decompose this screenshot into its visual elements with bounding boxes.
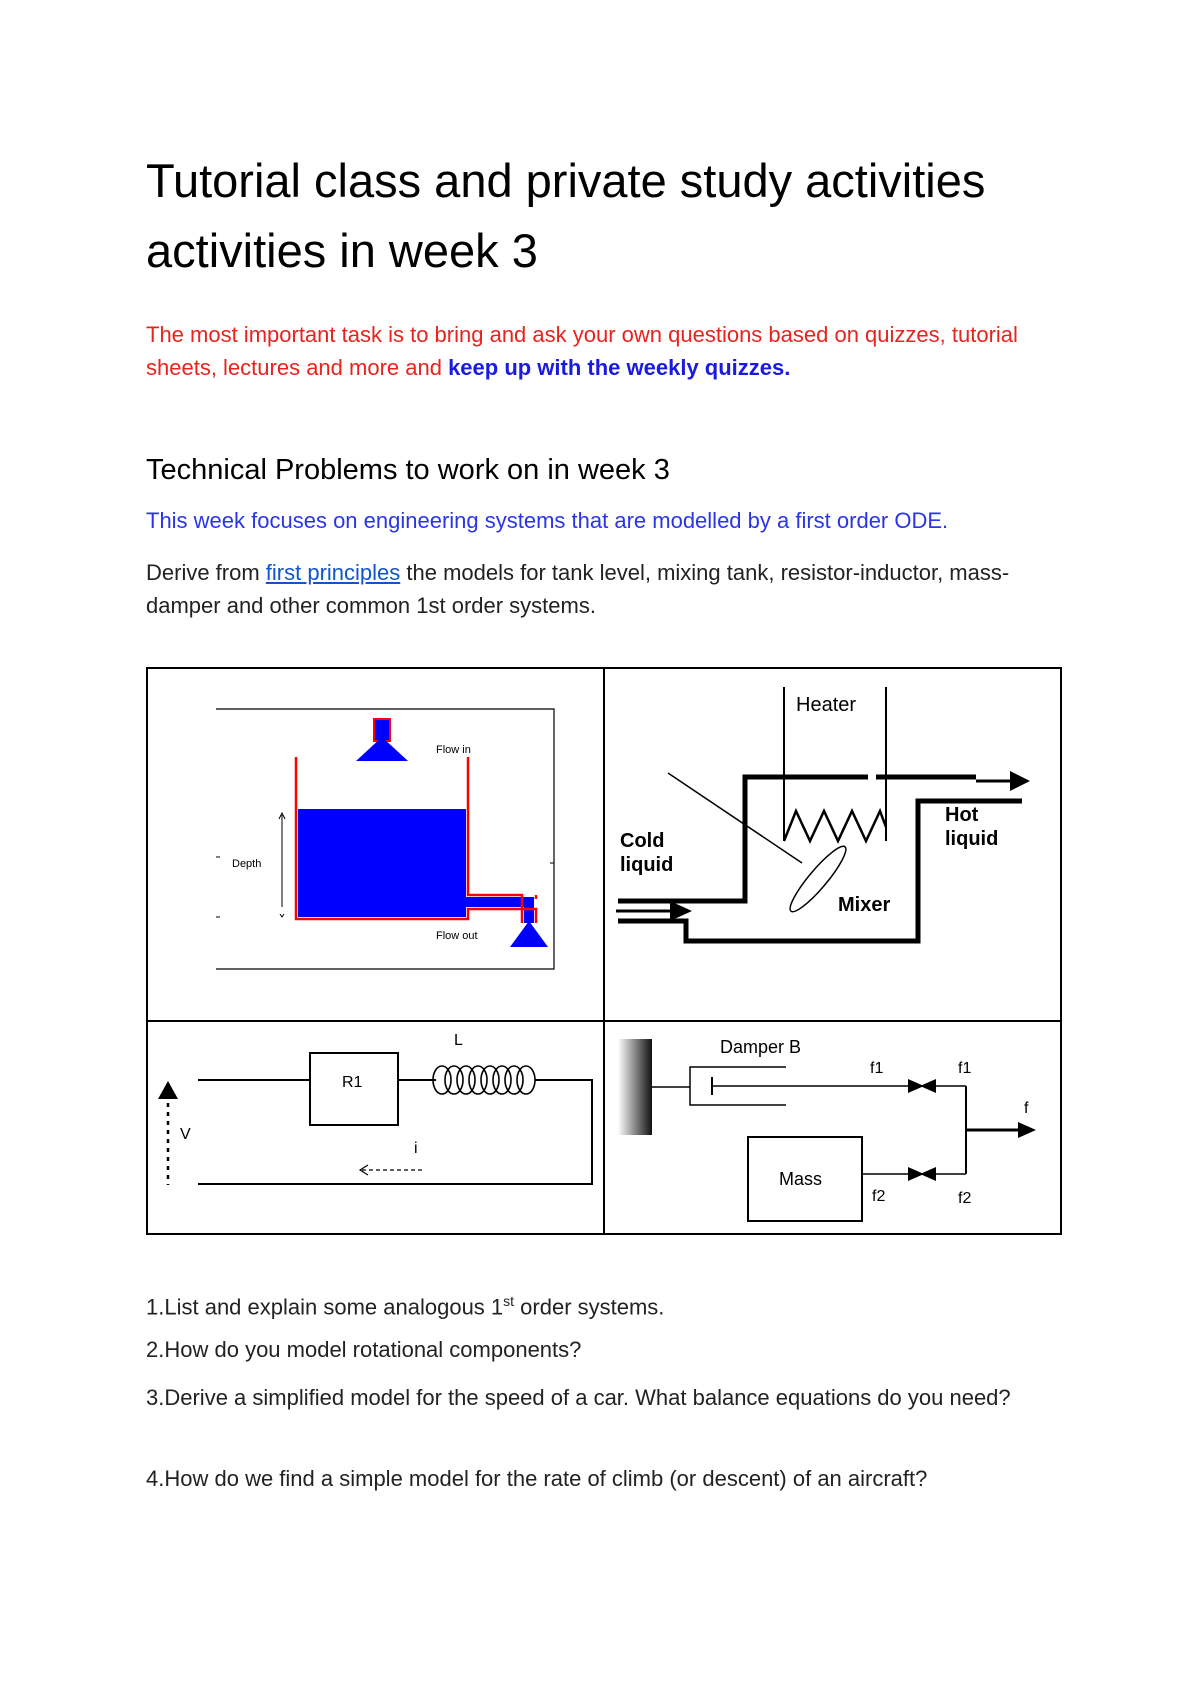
tank-liquid (298, 809, 466, 917)
f1-label-right: f1 (958, 1060, 972, 1077)
mixing-tank-diagram (616, 687, 1030, 941)
intro-emphasis: keep up with the weekly quizzes. (448, 355, 791, 380)
mixer-label: Mixer (838, 894, 891, 916)
depth-label: Depth (232, 858, 262, 870)
f2-label-left: f2 (872, 1188, 886, 1205)
first-principles-link[interactable]: first principles (265, 560, 401, 585)
intro-paragraph (146, 318, 1066, 384)
question-1-sup: st (503, 1293, 515, 1309)
focus-line: This week focuses on engineering systems that are modelled by a first order ODE. (146, 508, 949, 533)
figure-table (146, 667, 1062, 1235)
intro-text: The most important task is to bring and ask your own questions based on quizzes, tutorial sheets, lectures and more and (146, 322, 1018, 380)
derive-after: the models for tank level, mixing tank, resistor-inductor, mass-damper and other common 1st order systems. (146, 560, 1010, 618)
flow-in-label: Flow in (436, 744, 471, 756)
flow-out-label: Flow out (436, 930, 478, 942)
wall (618, 1039, 652, 1135)
question-1-text: List and explain some analogous 1 (164, 1294, 504, 1320)
current-label: i (414, 1140, 418, 1157)
inductor-coil (433, 1066, 535, 1094)
question-4 (146, 1462, 1066, 1495)
question-1-text-end: order systems. (514, 1294, 665, 1320)
question-1-number: 1. (146, 1294, 165, 1320)
question-1 (146, 1285, 1066, 1323)
mass-label: Mass (779, 1169, 823, 1189)
cold-label: Cold (620, 830, 665, 852)
derive-before: Derive from (146, 560, 266, 585)
damper-label: Damper B (720, 1037, 802, 1057)
hot-label-2: liquid (945, 828, 999, 850)
hot-label: Hot (945, 804, 979, 826)
question-3-text: Derive a simplified model for the speed of a car. What balance equations do you need? (164, 1385, 1011, 1410)
question-2-text: How do you model rotational components? (164, 1337, 582, 1362)
derive-paragraph (146, 556, 1066, 622)
question-2-number: 2. (146, 1337, 165, 1362)
question-3-number: 3. (146, 1385, 165, 1410)
cold-label-2: liquid (620, 854, 674, 876)
question-4-number: 4. (146, 1466, 165, 1491)
f-label: f (1024, 1100, 1029, 1117)
heater-label: Heater (796, 694, 857, 716)
resistor-label: R1 (342, 1074, 363, 1091)
question-4-text: How do we find a simple model for the rate of climb (or descent) of an aircraft? (164, 1466, 928, 1491)
figure-svg (146, 667, 1062, 1235)
f2-label-right: f2 (958, 1190, 972, 1207)
section-heading: Technical Problems to work on in week 3 (146, 454, 670, 486)
inductor-label: L (454, 1032, 463, 1049)
tank-diagram (216, 709, 554, 969)
voltage-label: V (180, 1126, 191, 1143)
mass-damper-diagram (618, 1037, 1036, 1221)
question-3 (146, 1381, 1066, 1414)
figure-grid (147, 668, 1061, 1234)
f1-label-left: f1 (870, 1060, 884, 1077)
question-2 (146, 1333, 1066, 1366)
page-title: Tutorial class and private study activities activities in week 3 (146, 154, 986, 277)
rl-circuit-diagram (158, 1032, 592, 1185)
